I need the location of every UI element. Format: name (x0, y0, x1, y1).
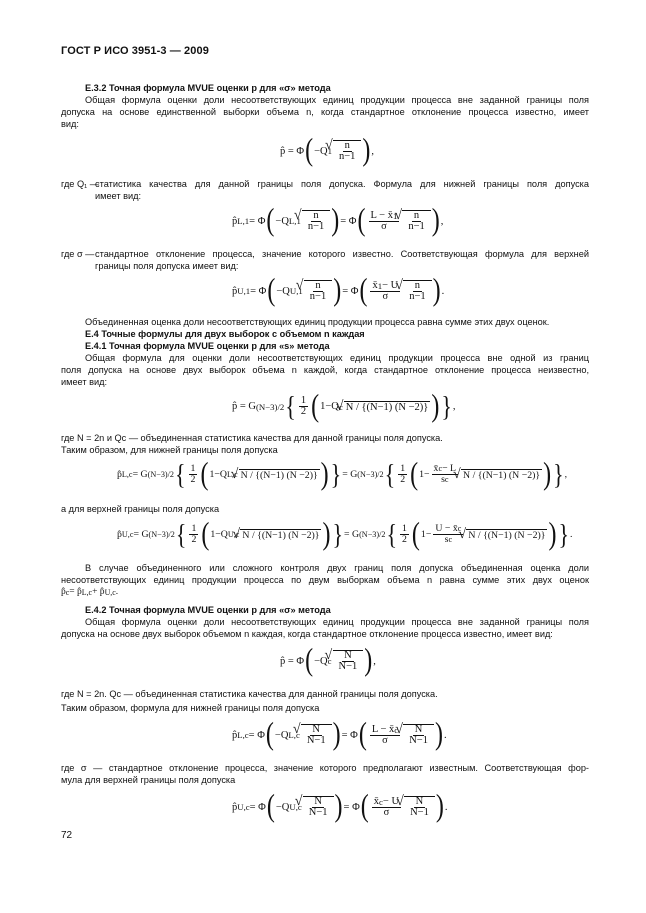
formula-f7: p̂ = Φ ( −Q c √ N N−1 ) , (280, 650, 376, 672)
paragraph-line: статистика качества для данной границы поля допуска. Формула для нижней границы поля допуска (95, 179, 589, 189)
paragraph-line: поля допуска на основе двух выборок объема n каждой, когда стандартное отклонение процесса неизвестно, (61, 365, 589, 375)
formula-f2: p̂ L,1 = Φ ( −Q L,1 √ n n−1 ) = Φ ( L − x̄ 1 σ √ n n−1 ) , (232, 210, 443, 232)
formula-f1: p̂ = Φ ( −Q 1 √ n n−1 ) , (280, 140, 374, 162)
paragraph-line: В случае объединенного или сложного контроля двух границ поля допуска объединенная оценка доли (85, 563, 589, 573)
paragraph-line: Таким образом, для нижней границы поля допуска (61, 445, 278, 455)
where-label: где σ — (61, 249, 95, 259)
formula-text (0, 0, 1, 1)
formula-sum: p̂ c = p̂ L,c + p̂ U,c . (61, 587, 119, 597)
paragraph-line: имеет вид: (95, 191, 142, 201)
paragraph-line: стандартное отклонение процесса, значение которого известно. Соответствующая формула для верхней (95, 249, 589, 259)
where-label: где Q₁ — (61, 179, 99, 189)
formula-f6: p̂ U,c = G (N−3)/2 { 1 2 ( 1−Q U,c √ N / {(N−1) (N −2)} ) } = G (N−3)/2 { 1 2 ( 1− U − x̄ c s c √ N / {(N−1) (N −2)} ) } . (117, 524, 572, 545)
section-title-e4: E.4 Точные формулы для двух выборок с объемом n каждая (85, 329, 365, 339)
section-title-e42: E.4.2 Точная формула MVUE оценки p для «σ» метода (85, 605, 331, 615)
section-title-e41: E.4.1 Точная формула MVUE оценки p для «s» метода (85, 341, 330, 351)
paragraph-line: Таким образом, формула для нижней границы поля допуска (61, 703, 320, 713)
paragraph-line: границы поля допуска имеет вид: (95, 261, 239, 271)
paragraph-line: Общая формула для оценки доли несоответствующих единиц продукции процесса вне одной из границ (85, 353, 589, 363)
formula-f4: p̂ = G (N−3)/2 { 1 2 ( 1−Q c √ N / {(N−1) (N −2)} ) } , (232, 396, 456, 417)
paragraph-line: где σ — стандартное отклонение процесса, значение которого предполагают известным. Соответствующая фор- (61, 763, 589, 773)
paragraph-line: Объединенная оценка доли несоответствующих единиц продукции процесса равна сумме этих двух оценок. (85, 317, 550, 327)
paragraph-line: где N = 2n и Qc — объединенная статистика качества для данной границы поля допуска. (61, 433, 443, 443)
formula-f8: p̂ L,c = Φ ( −Q L,c √ N N−1 ) = Φ ( L − x̄ c σ √ N N−1 ) . (232, 724, 447, 746)
paragraph-line: где N = 2n. Qc — объединенная статистика качества для данной границы поля допуска. (61, 689, 438, 699)
paragraph-line: мула для верхней границы поля допуска (61, 775, 236, 785)
paragraph-line: Общая формула оценки доли несоответствующих единиц продукции процесса вне заданной границы поля (85, 617, 589, 627)
formula-f5: p̂ L,c = G (N−3)/2 { 1 2 ( 1−Q L,c √ N / {(N−1) (N −2)} ) } = G (N−3)/2 { 1 2 ( 1− x̄ c − L s c √ N / {(N−1) (N −2)} ) } , (117, 464, 567, 485)
formula-f3: p̂ U,1 = Φ ( −Q U,1 √ n n−1 ) = Φ ( x̄ 1 − U σ √ n n−1 ) . (232, 280, 444, 302)
paragraph-line: имеет вид: (61, 377, 108, 387)
paragraph-line: Общая формула оценки доли несоответствующих единиц продукции процесса вне заданной границы поля (85, 95, 589, 105)
page-header: ГОСТ Р ИСО 3951-3 — 2009 (61, 45, 209, 57)
paragraph-line: допуска на основе единственной выборки объема n, когда стандартное отклонение процесса известно, имеет (61, 107, 589, 117)
paragraph-line: допуска на основе двух выборок объемом n каждая, когда стандартное отклонение процесса известно, имеет вид: (61, 629, 553, 639)
paragraph-line: несоответствующих единиц продукции процесса по двум выборкам объема n равна сумме этих двух оценок (61, 575, 589, 585)
paragraph-line: а для верхней границы поля допуска (61, 504, 220, 514)
section-title-e32: E.3.2 Точная формула MVUE оценки p для «σ» метода (85, 83, 331, 93)
formula-f9: p̂ U,c = Φ ( −Q U,c √ N N−1 ) = Φ ( x̄ c − U σ √ N N−1 ) . (232, 796, 447, 818)
page-number: 72 (61, 830, 73, 841)
paragraph-line: вид: (61, 119, 79, 129)
